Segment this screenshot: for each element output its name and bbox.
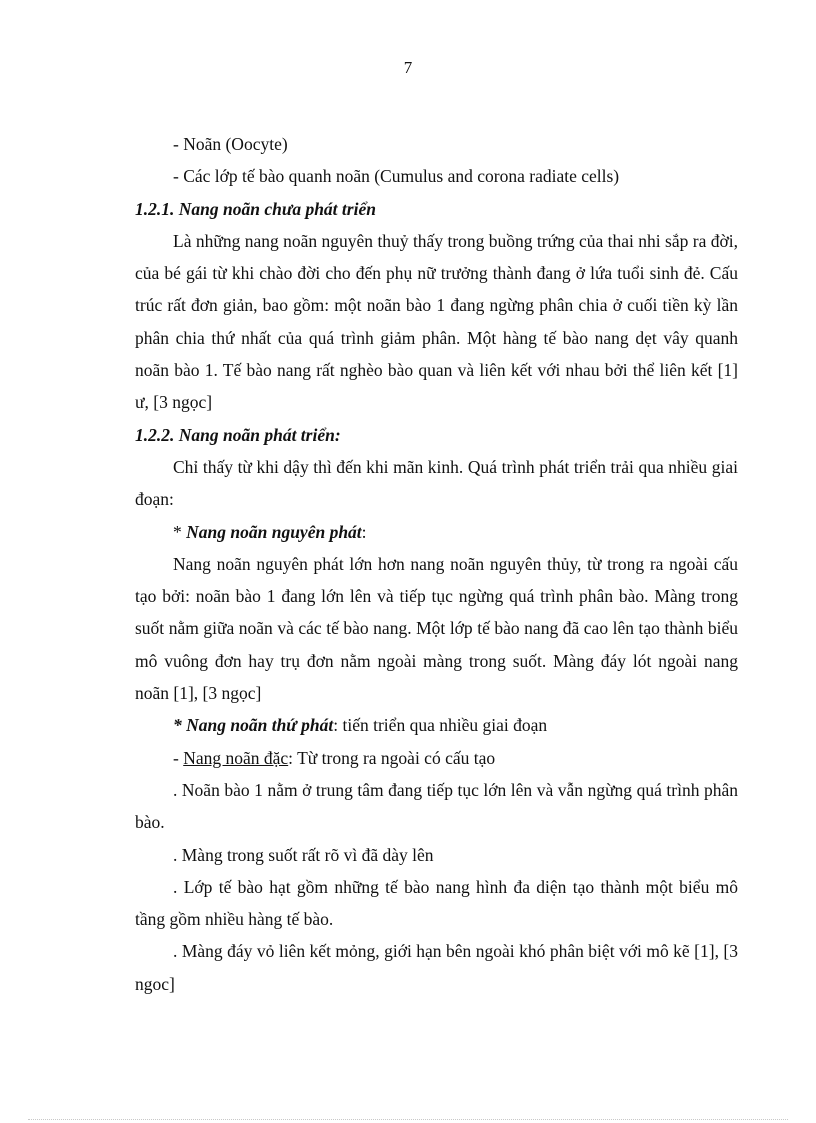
subheading-prefix: -: [173, 747, 184, 768]
subheading-secondary-follicle: [135, 709, 738, 741]
list-item-oocyte: - Noãn (Oocyte): [173, 134, 288, 154]
page-number: 7: [403, 58, 413, 77]
subheading-suffix: :: [361, 521, 367, 542]
subheading-rest: : tiến triển qua nhiều giai đoạn: [333, 715, 548, 736]
point-oocyte: . Noãn bào 1 nằm ở trung tâm đang tiếp tục lớn lên và vẫn ngừng quá trình phân bào.: [135, 779, 738, 833]
list-item-cumulus-cells: - Các lớp tế bào quanh noãn (Cumulus and corona radiate cells): [173, 166, 620, 187]
point-basement-membrane: . Màng đáy vỏ liên kết mỏng, giới hạn bên ngoài khó phân biệt với mô kẽ [1], [3 ngoc]: [135, 941, 738, 994]
subheading-title: * Nang noãn thứ phát: [173, 715, 334, 736]
paragraph-undeveloped-follicle: Là những nang noãn nguyên thuỷ thấy trong buồng trứng của thai nhi sắp ra đời, của bé gái từ khi chào đời cho đến phụ nữ trưởng thành đang ở lứa tuổi sinh đẻ. Cấu trúc rất đơn giản, bao gồm: một noãn bào 1 đang ngừng phân chia ở cuối tiền kỳ lần phân chia thứ nhất của quá trình giảm phân. Một hàng tế bào nang dẹt vây quanh noãn bào 1. Tế bào nang rất nghèo bào quan và liên kết với nhau bởi thể liên kết [1] ư, [3 ngọc]: [135, 230, 738, 413]
point-zona-pellucida: . Màng trong suốt rất rõ vì đã dày lên: [173, 844, 434, 865]
subheading-prefix: *: [173, 521, 187, 542]
subheading-title: Nang noãn nguyên phát: [186, 521, 362, 542]
section-heading-1-2-1: 1.2.1. Nang noãn chưa phát triển: [135, 198, 376, 219]
point-granulosa-layer: . Lớp tế bào hạt gồm những tế bào nang hình đa diện tạo thành một biểu mô tầng gồm nhiều hàng tế bào.: [135, 876, 738, 930]
subheading-rest: : Từ trong ra ngoài có cấu tạo: [288, 747, 496, 768]
subheading-primary-follicle: [135, 516, 738, 548]
paragraph-primary-follicle: Nang noãn nguyên phát lớn hơn nang noãn nguyên thủy, từ trong ra ngoài cấu tạo bởi: noãn bào 1 đang lớn lên và tiếp tục ngừng quá trình phân bào. Màng trong suốt nằm giữa noãn và các tế bào nang. Một lớp tế bào nang đã cao lên tạo thành biểu mô vuông đơn hay trụ đơn nằm ngoài màng trong suốt. Màng đáy lót ngoài nang noãn [1], [3 ngọc]: [135, 553, 738, 704]
subheading-title: Nang noãn đặc: [183, 747, 289, 768]
subheading-solid-follicle: [135, 742, 738, 774]
section-heading-1-2-2: 1.2.2. Nang noãn phát triển:: [135, 424, 341, 445]
paragraph-developing-follicle: Chỉ thấy từ khi dậy thì đến khi mãn kinh. Quá trình phát triển trải qua nhiều giai đoạn:: [135, 456, 738, 510]
page-bottom-divider: [28, 1119, 788, 1120]
document-body: [135, 128, 738, 1000]
